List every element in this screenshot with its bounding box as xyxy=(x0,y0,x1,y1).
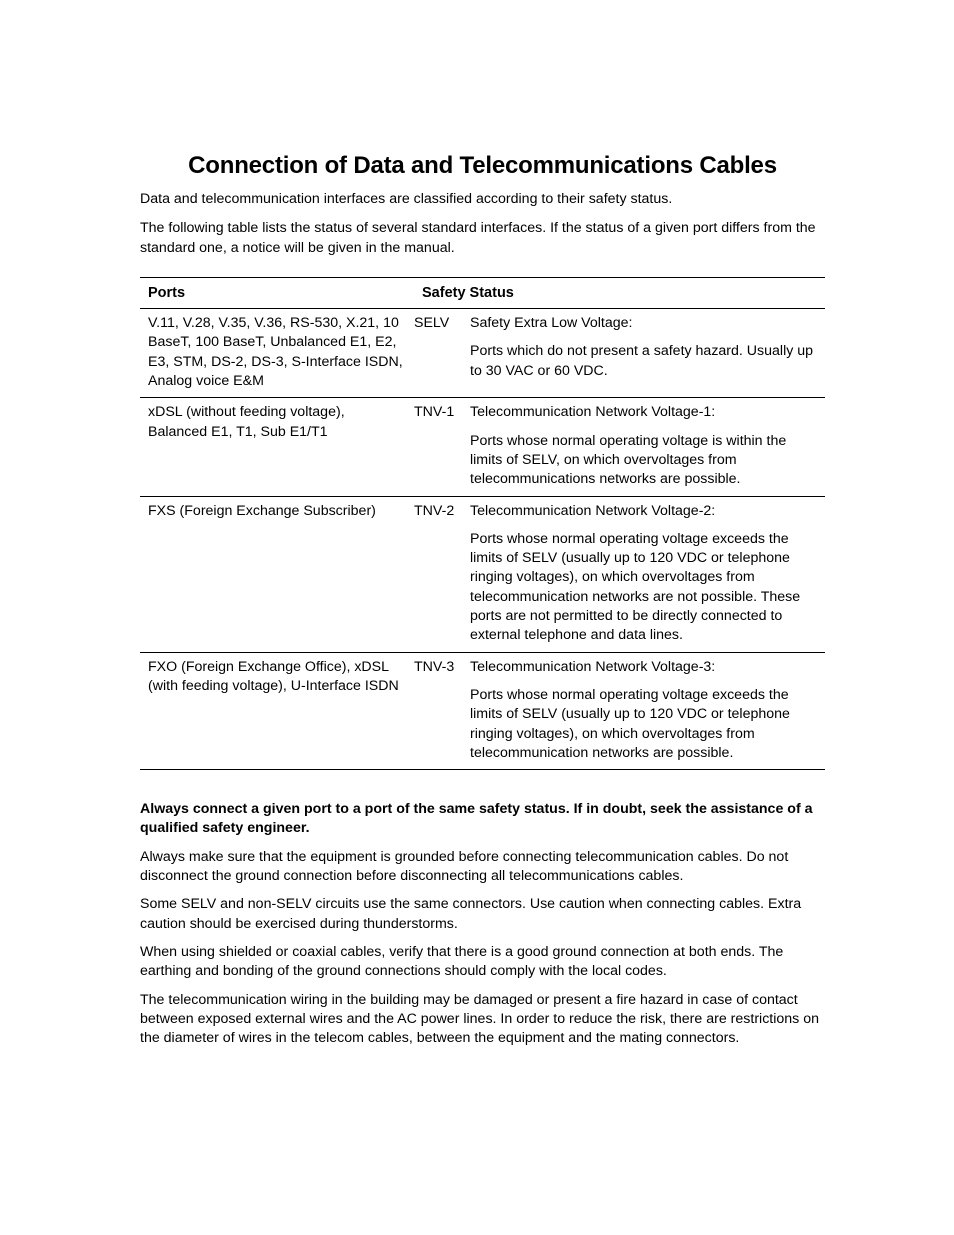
row-description-body: Ports whose normal operating voltage is within the limits of SELV, on which overvoltages from telecommunications networks are possible. xyxy=(470,432,787,488)
safety-warning: Always connect a given port to a port of the same safety status. If in doubt, seek the assistance of a qualified safety engineer. xyxy=(140,801,813,837)
row-description-body: Ports whose normal operating voltage exceeds the limits of SELV (usually up to 120 VDC or telephone ringing voltages), on which overvoltages from telecommunication networks are not possible. These ports are not permitted to be directly connected to external telephone and data lines. xyxy=(470,530,801,644)
row-ports: V.11, V.28, V.35, V.36, RS-530, X.21, 10 BaseT, 100 BaseT, Unbalanced E1, E2, E3, STM, DS-2, DS-3, S-Interface ISDN, Analog voice E&M xyxy=(140,309,414,398)
row-description xyxy=(470,496,825,652)
page-title: Connection of Data and Telecommunications Cables xyxy=(188,152,777,179)
body-paragraph-shielded-cables: When using shielded or coaxial cables, verify that there is a good ground connection at both ends. The earthing and bonding of the ground connections should comply with the local codes. xyxy=(140,943,784,980)
row-safety-code: TNV-1 xyxy=(414,398,470,496)
table-row xyxy=(140,652,825,769)
row-safety-code: SELV xyxy=(414,309,470,398)
intro-paragraph-2: The following table lists the status of several standard interfaces. If the status of a given port differs from the standard one, a notice will be given in the manual. xyxy=(140,220,816,256)
intro-paragraph-1: Data and telecommunication interfaces are classified according to their safety status. xyxy=(140,191,673,207)
table-row xyxy=(140,309,825,398)
row-description xyxy=(470,309,825,398)
row-ports: FXS (Foreign Exchange Subscriber) xyxy=(140,496,414,652)
body-paragraph-connectors: Some SELV and non-SELV circuits use the same connectors. Use caution when connecting cables. Extra caution should be exercised during thunderstorms. xyxy=(140,896,802,932)
row-description xyxy=(470,398,825,496)
table-header-row xyxy=(140,277,825,308)
body-paragraph-wiring: The telecommunication wiring in the building may be damaged or present a fire hazard in case of contact between exposed external wires and the AC power lines. In order to reduce the risk, there are restrictions on the diameter of wires in the telecom cables, between the equipment and the mating connectors. xyxy=(140,991,819,1047)
table-row xyxy=(140,398,825,496)
row-safety-code: TNV-2 xyxy=(414,496,470,652)
document-page xyxy=(140,150,825,1048)
body-paragraph-grounding: Always make sure that the equipment is grounded before connecting telecommunication cables. Do not disconnect the ground connection before disconnecting all telecommunications cables. xyxy=(140,848,789,885)
row-safety-code: TNV-3 xyxy=(414,652,470,769)
row-description-body: Ports whose normal operating voltage exceeds the limits of SELV (usually up to 120 VDC or telephone ringing voltages), on which overvoltages from telecommunication networks are possible. xyxy=(470,686,790,761)
header-safety-status: Safety Status xyxy=(414,277,825,308)
row-description-title: Telecommunication Network Voltage-2: xyxy=(470,502,716,519)
row-ports: FXO (Foreign Exchange Office), xDSL (with feeding voltage), U-Interface ISDN xyxy=(140,652,414,769)
row-description-body: Ports which do not present a safety hazard. Usually up to 30 VAC or 60 VDC. xyxy=(470,343,814,379)
safety-status-table xyxy=(140,277,825,770)
row-description xyxy=(470,652,825,769)
row-description-title: Telecommunication Network Voltage-3: xyxy=(470,658,716,675)
table-row xyxy=(140,496,825,652)
row-description-title: Telecommunication Network Voltage-1: xyxy=(470,404,716,421)
row-ports: xDSL (without feeding voltage), Balanced E1, T1, Sub E1/T1 xyxy=(140,398,414,496)
header-ports: Ports xyxy=(140,277,414,308)
row-description-title: Safety Extra Low Voltage: xyxy=(470,315,633,332)
